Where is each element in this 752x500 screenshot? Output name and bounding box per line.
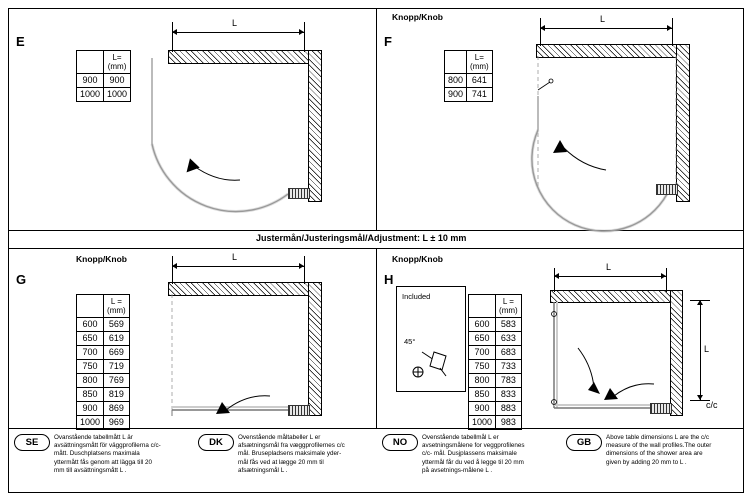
table-e-header-right-mm: (mm) (107, 62, 127, 71)
table-g-r6c1: 869 (104, 402, 130, 416)
knob-label-h: Knopp/Knob (392, 254, 443, 264)
dim-tick-left-f (540, 18, 541, 46)
table-g-header-right-l: L = (110, 297, 122, 306)
table-h-r4c1: 783 (496, 374, 522, 388)
table-h-header-right (496, 295, 522, 318)
table-h-r0c0: 600 (469, 318, 496, 332)
table-row (469, 416, 522, 430)
table-h-r5c1: 833 (496, 388, 522, 402)
table-h-r0c1: 583 (496, 318, 522, 332)
table-row (469, 346, 522, 360)
table-e-header-left (77, 51, 104, 74)
lang-badge-no: NO (382, 434, 418, 451)
table-row (77, 374, 130, 388)
lang-badge-gb: GB (566, 434, 602, 451)
table-h-r2c1: 683 (496, 346, 522, 360)
table-e-r1c0: 1000 (77, 88, 104, 102)
panel-letter-f: F (384, 34, 392, 49)
table-row (77, 332, 130, 346)
table-row (469, 318, 522, 332)
dim-label-f: L (600, 14, 606, 24)
dim-label-cc: c/c (706, 400, 718, 410)
divider-lower (376, 248, 377, 428)
table-e-r1c1: 1000 (104, 88, 131, 102)
open-arrow-f (553, 140, 567, 153)
lang-text-dk: Ovenstående måltabeller L er afsætningsmål fra væggprofilernes c/c mål. Brusepladsens maksimale yder- mål fås ved at lægge 20 mm til afsætningsmål L . (238, 434, 345, 474)
table-row (469, 360, 522, 374)
curved-glass-highlight-f (532, 130, 670, 231)
table-row (77, 360, 130, 374)
table-f-r1c0: 900 (445, 88, 467, 102)
table-h-r2c0: 700 (469, 346, 496, 360)
table-h-header-left (469, 295, 496, 318)
angle-label-h: 45° (404, 337, 416, 346)
lang-text-se: Ovanstående tabellmått L är avsättningsmått för väggprofilerna c/c-mått. Duschplatsens maximala yttermått fås genom att lägga till 20 mm till avsättningsmått L . (54, 434, 161, 474)
table-g-r5c1: 819 (104, 388, 130, 402)
dim-tick-right-h (666, 268, 667, 292)
included-label: Included (402, 292, 431, 301)
table-g-r1c1: 619 (104, 332, 130, 346)
table-g-r7c1: 969 (104, 416, 130, 430)
table-g-r3c1: 719 (104, 360, 130, 374)
dim-tick-left-h (554, 268, 555, 292)
bracket-icon (430, 352, 446, 370)
table-e-header-right (104, 51, 131, 74)
shower-drawing-h (548, 296, 688, 420)
shower-drawing-g (168, 294, 328, 422)
table-e (76, 50, 131, 102)
table-h-r5c0: 850 (469, 388, 496, 402)
panel-letter-e: E (16, 34, 25, 49)
table-g-r4c0: 800 (77, 374, 104, 388)
dim-line-h-top (554, 276, 666, 277)
table-g-r6c0: 900 (77, 402, 104, 416)
lang-text-no: Ovenstående tabellmål L er avsetningsmålene for veggprofilenes c/c- mål. Dusjplassens maksimale yttermål får du ved å legge til 20 mm på avsetnings-målene L . (422, 434, 525, 474)
curved-glass-e (152, 144, 288, 212)
dim-line-h-side (700, 300, 701, 400)
table-g (76, 294, 130, 430)
table-f-r0c0: 800 (445, 74, 467, 88)
divider-upper (376, 8, 377, 230)
dim-line-g (172, 266, 304, 267)
frame-bottom (8, 492, 744, 493)
adjustment-band: Justermån/Justeringsmål/Adjustment: L ± 10 mm (250, 233, 472, 243)
table-h-r1c0: 650 (469, 332, 496, 346)
table-g-r5c0: 850 (77, 388, 104, 402)
frame-mid-upper (8, 230, 744, 231)
table-h-r3c0: 750 (469, 360, 496, 374)
table-g-r3c0: 750 (77, 360, 104, 374)
open-arc-h-2 (578, 348, 594, 388)
dim-label-h-side: L (704, 344, 710, 354)
table-g-r1c0: 650 (77, 332, 104, 346)
bracket-arm (440, 368, 446, 376)
table-h-r6c0: 900 (469, 402, 496, 416)
dim-tick-top-h (690, 300, 710, 301)
table-row (77, 388, 130, 402)
dim-tick-right-e (304, 22, 305, 52)
panel-letter-h: H (384, 272, 394, 287)
table-row (77, 88, 131, 102)
table-h-r7c0: 1000 (469, 416, 496, 430)
lang-badge-se: SE (14, 434, 50, 451)
table-h-r7c1: 983 (496, 416, 522, 430)
table-f-r0c1: 641 (467, 74, 493, 88)
knob-leader-f (538, 82, 550, 90)
dim-tick-right-f (672, 18, 673, 46)
table-row (77, 416, 130, 430)
panel-letter-g: G (16, 272, 27, 287)
dim-label-e: L (232, 18, 238, 28)
open-arc-f (564, 148, 606, 170)
table-f-header-right (467, 51, 493, 74)
table-h-header-right-l: L = (502, 297, 514, 306)
table-g-header-right (104, 295, 130, 318)
table-row (445, 88, 493, 102)
table-g-r2c0: 700 (77, 346, 104, 360)
table-h-header-right-mm: (mm) (499, 306, 518, 315)
table-e-header-right-l: L= (112, 53, 122, 62)
table-f-header-left (445, 51, 467, 74)
shower-drawing-e (150, 58, 325, 208)
table-f-header-right-l: L= (474, 53, 484, 62)
table-h (468, 294, 522, 430)
frame-right (743, 8, 744, 492)
table-g-r0c1: 569 (104, 318, 130, 332)
open-arc-e (194, 166, 240, 180)
table-e-r0c0: 900 (77, 74, 104, 88)
table-row (469, 388, 522, 402)
open-arc-h-1 (614, 384, 654, 396)
dim-line-f (540, 28, 672, 29)
knob-label-f: Knopp/Knob (392, 12, 443, 22)
knob-plate-f (656, 184, 678, 195)
table-row (445, 74, 493, 88)
knob-plate-h (650, 403, 672, 414)
open-arrow-e (182, 156, 199, 172)
table-row (469, 332, 522, 346)
knob-icon-f (549, 79, 553, 83)
dim-label-h-top: L (606, 262, 612, 272)
frame-left (8, 8, 9, 492)
knob-label-g: Knopp/Knob (76, 254, 127, 264)
table-e-r0c1: 900 (104, 74, 131, 88)
table-h-r3c1: 733 (496, 360, 522, 374)
curved-glass-highlight-e (152, 144, 288, 212)
table-row (469, 374, 522, 388)
open-arrow-h-2 (588, 382, 600, 394)
table-g-header-left (77, 295, 104, 318)
dim-tick-right-g (304, 256, 305, 284)
table-h-r4c0: 800 (469, 374, 496, 388)
table-g-r7c0: 1000 (77, 416, 104, 430)
table-row (77, 74, 131, 88)
table-h-r1c1: 633 (496, 332, 522, 346)
dim-tick-left-g (172, 256, 173, 284)
table-g-r4c1: 769 (104, 374, 130, 388)
lang-badge-dk: DK (198, 434, 234, 451)
table-f-r1c1: 741 (467, 88, 493, 102)
table-f-header-right-mm: (mm) (470, 62, 489, 71)
knob-plate-e (288, 188, 310, 199)
table-h-r6c1: 883 (496, 402, 522, 416)
table-g-header-right-mm: (mm) (107, 306, 126, 315)
dim-line-e (172, 32, 304, 33)
table-row (77, 402, 130, 416)
table-row (77, 346, 130, 360)
lang-text-gb: Above table dimensions L are the c/c measure of the wall profiles.The outer dimensions of the shower area are given by adding 20 mm to L . (606, 434, 712, 466)
included-part-drawing (396, 320, 464, 386)
table-row (469, 402, 522, 416)
dim-label-g: L (232, 252, 238, 262)
knob-plate-g (288, 405, 310, 416)
table-g-r0c0: 600 (77, 318, 104, 332)
table-g-r2c1: 669 (104, 346, 130, 360)
dim-tick-left-e (172, 22, 173, 52)
table-row (77, 318, 130, 332)
table-f (444, 50, 493, 102)
